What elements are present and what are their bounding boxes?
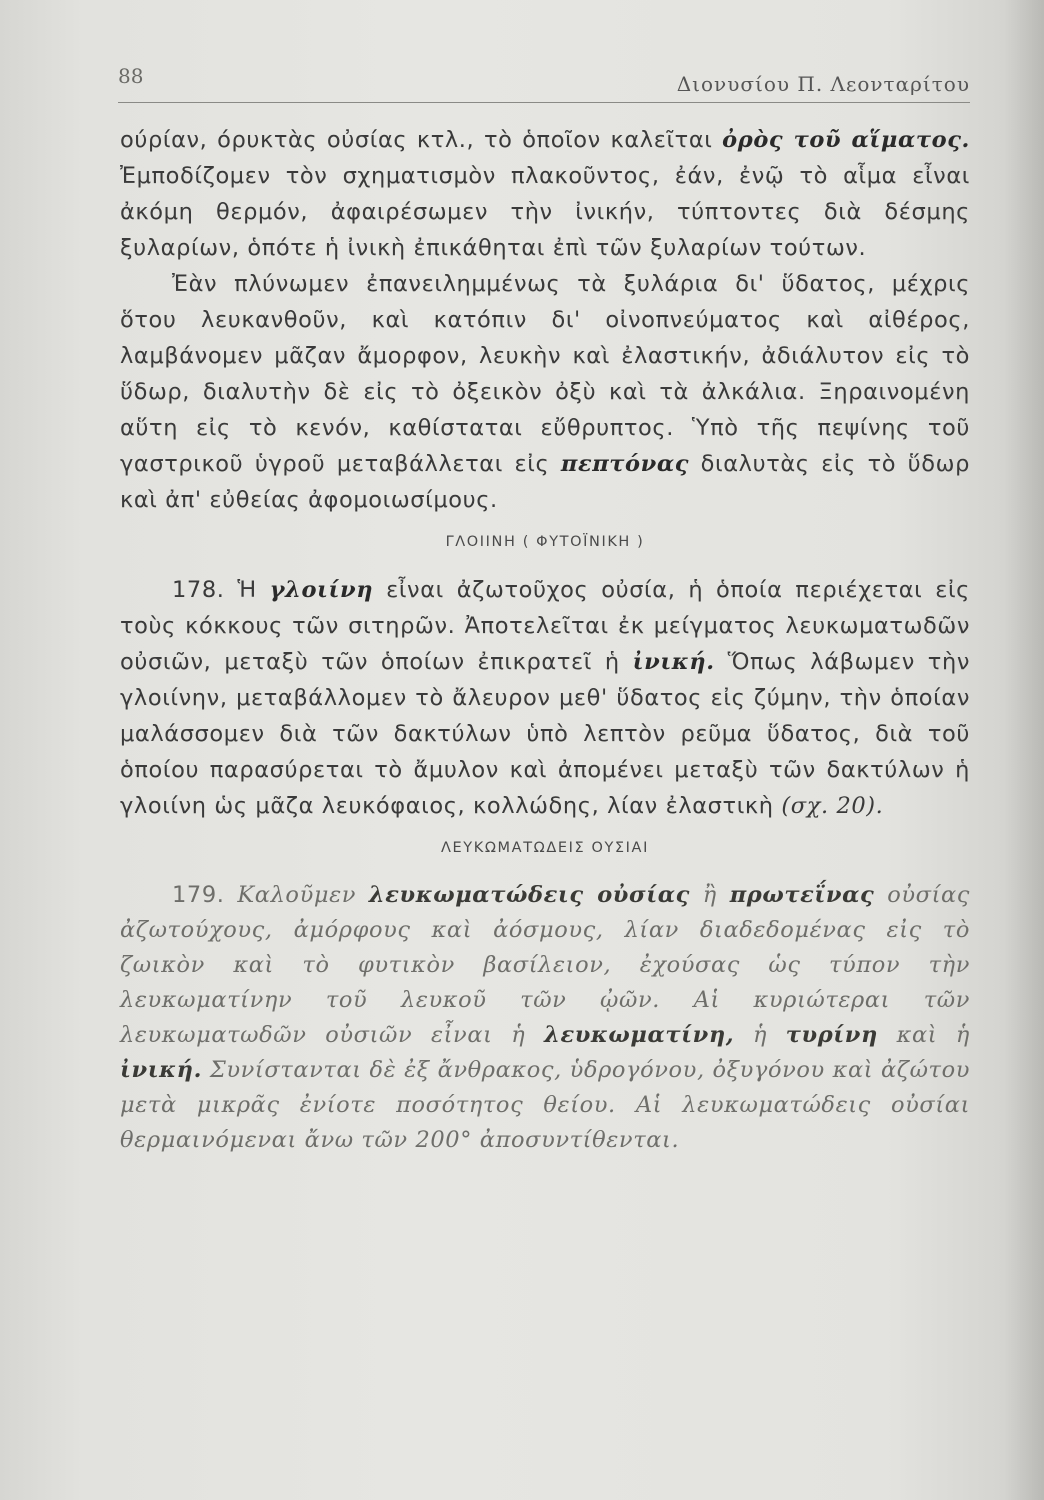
paragraph-179: 179. Καλοῦμεν λευκωματώδεις οὐσίας ἢ πρωτεΐνας οὐσίας ἀζωτούχους, ἀμόρφους καὶ ἀόσμους, λίαν διαδεδομένας εἰς τὸ ζωικὸν καὶ τὸ φυτικὸν βασίλειον, ἐχούσας ὡς τύπον τὴν λευκωματίνην τοῦ λευκοῦ τῶν ᾠῶν. Αἱ κυριώτεραι τῶν λευκωματωδῶν οὐσιῶν εἶναι ἡ λευκωματίνη, ἡ τυρίνη καὶ ἡ ἰνική. Συνίστανται δὲ ἐξ ἄνθρακος, ὑδρογόνου, ὀξυγόνου καὶ ἀζώτου μετὰ μικρᾶς ἐνίοτε ποσότητος θείου. Αἱ λευκωματώδεις οὐσίαι θερμαινόμεναι ἄνω τῶν 200° ἀποσυντίθενται. — [120, 882, 970, 1153]
term-proteins: πρωτεΐνας — [729, 882, 875, 908]
figure-reference: (σχ. 20). — [781, 793, 884, 819]
book-spine-shadow — [1004, 0, 1044, 1500]
term-albuminoids: λευκωματώδεις οὐσίας — [368, 882, 690, 908]
running-head: Διονυσίου Π. Λεονταρίτου — [676, 72, 970, 96]
term-albumin: λευκωματίνη, — [544, 1022, 735, 1048]
paragraph-178: 178. Ἡ γλοιίνη εἶναι ἀζωτοῦχος οὐσία, ἡ ὁποία περιέχεται εἰς τοὺς κόκκους τῶν σιτηρῶν. Ἀποτελεῖται ἐκ μείγματος λευκωματωδῶν οὐσιῶν, μεταξὺ τῶν ὁποίων ἐπικρατεῖ ἡ ἰνική. Ὅπως λάβωμεν τὴν γλοιίνην, μεταβάλλομεν τὸ ἄλευρον μεθ' ὕδατος εἰς ζύμην, τὴν ὁποίαν μαλάσσομεν διὰ τῶν δακτύλων ὑπὸ λεπτὸν ρεῦμα ὕδατος, διὰ τοῦ ὁποίου παρασύρεται τὸ ἄμυλον καὶ ἀπομένει μεταξὺ τῶν δακτύλων ἡ γλοιίνη ὡς μᾶζα λευκόφαιος, κολλώδης, λίαν ἐλαστικὴ (σχ. 20). — [120, 577, 970, 819]
term-casein: τυρίνη — [785, 1022, 878, 1048]
body-text — [120, 122, 970, 1158]
paragraph-number: 178. — [172, 577, 225, 603]
paragraph-serum: ούρίαν, όρυκτὰς οὐσίας κτλ., τὸ ὁποῖον καλεῖται ὀρὸς τοῦ αἵματος. Ἐμποδίζομεν τὸν σχηματισμὸν πλακοῦντος, ἐάν, ἐνῷ τὸ αἷμα εἶναι ἀκόμη θερμόν, ἀφαιρέσωμεν τὴν ἰνικήν, τύπτοντες διὰ δέσμης ξυλαρίων, ὁπότε ἡ ἰνικὴ ἐπικάθηται ἐπὶ τῶν ξυλαρίων τούτων. — [120, 127, 970, 261]
page-header — [118, 58, 970, 103]
page-number: 88 — [118, 64, 144, 88]
section-heading-proteins: ΛΕΥΚΩΜΑΤΩΔΕΙΣ ΟΥΣΙΑΙ — [441, 840, 649, 856]
term-peptones: πεπτόνας — [560, 451, 690, 477]
paragraph-fibrin: Ἐὰν πλύνωμεν ἐπανειλημμένως τὰ ξυλάρια δι' ὕδατος, μέχρις ὅτου λευκανθοῦν, καὶ κατόπιν δι' οἰνοπνεύματος καὶ αἰθέρος, λαμβάνομεν μᾶζαν ἄμορφον, λευκὴν καὶ ἐλαστικήν, ἀδιάλυτον εἰς τὸ ὕδωρ, διαλυτὴν δὲ εἰς τὸ ὀξεικὸν ὀξὺ καὶ τὰ ἀλκάλια. Ξηραινομένη αὕτη εἰς τὸ κενόν, καθίσταται εὔθρυπτος. Ὑπὸ τῆς πεψίνης τοῦ γαστρικοῦ ὑγροῦ μεταβάλλεται εἰς πεπτόνας διαλυτὰς εἰς τὸ ὕδωρ καὶ ἀπ' εὐθείας ἀφομοιωσίμους. — [120, 271, 970, 513]
paragraph-number: 179. — [172, 882, 225, 908]
term-fibrin-2: ἰνική. — [120, 1057, 203, 1083]
term-gluten: γλοιίνη — [269, 577, 374, 603]
section-heading-gluten: ΓΛΟΙΙΝΗ ( ΦΥΤΟΪΝΙΚΗ ) — [445, 534, 645, 550]
section-179 — [120, 878, 970, 1158]
term-serum: ὀρὸς τοῦ αἵματος. — [722, 127, 970, 153]
term-fibrin: ἰνική. — [632, 649, 715, 675]
